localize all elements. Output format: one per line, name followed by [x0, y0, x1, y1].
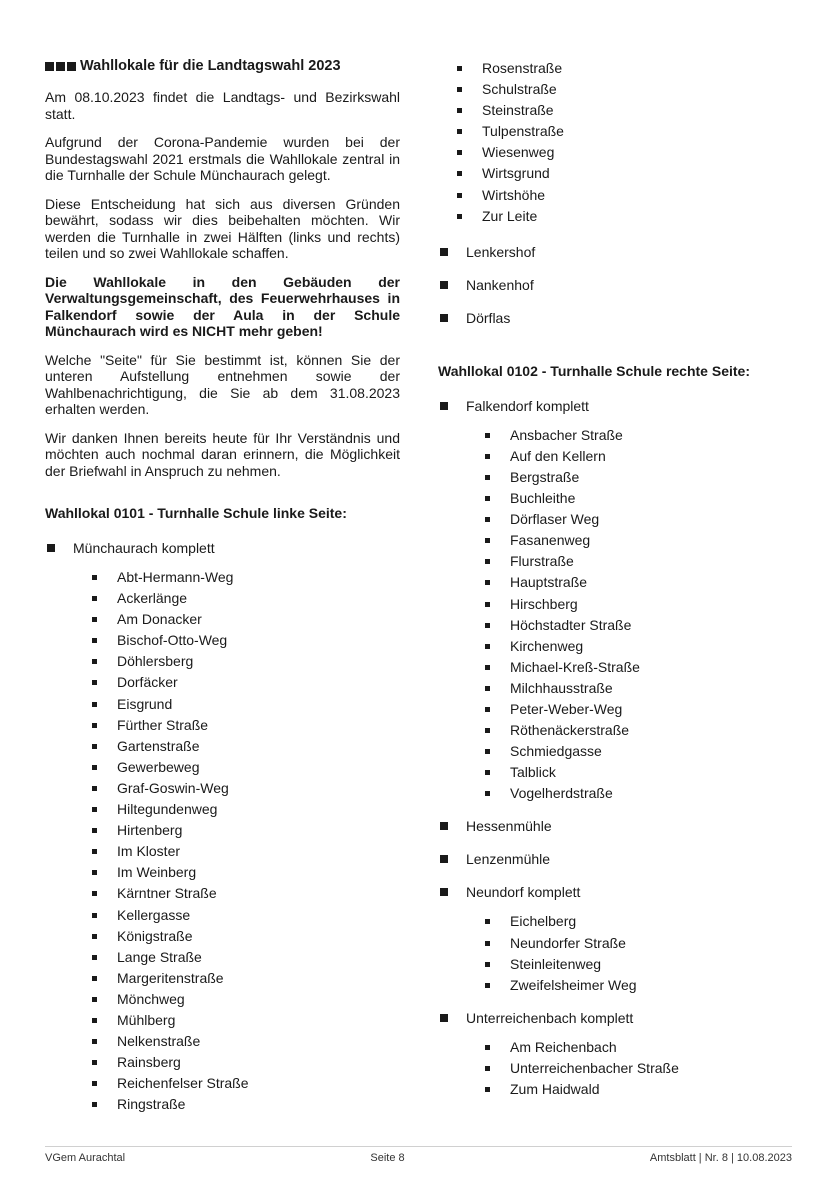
bullet-icon	[92, 828, 97, 833]
bullet-icon	[92, 765, 97, 770]
street-item	[73, 1094, 400, 1115]
wahllokal-0101-list	[45, 538, 400, 1115]
bullet-icon	[485, 623, 490, 628]
square-bullet-icon	[440, 855, 448, 863]
page-footer	[45, 1146, 792, 1164]
place-item	[438, 308, 798, 329]
street-name: Margeritenstraße	[117, 969, 224, 986]
bullet-icon	[485, 496, 490, 501]
bullet-icon	[92, 680, 97, 685]
street-name: Fürther Straße	[117, 716, 209, 733]
bullet-icon	[485, 728, 490, 733]
bullet-icon	[457, 108, 462, 113]
street-item	[73, 1052, 400, 1073]
street-item	[466, 911, 798, 932]
place-label: Münchaurach komplett	[73, 540, 215, 556]
square-bullet-icon	[440, 1014, 448, 1022]
street-name: Wiesenweg	[482, 144, 555, 161]
street-name: Graf-Goswin-Weg	[117, 779, 229, 796]
street-name: Gewerbeweg	[117, 758, 200, 775]
street-item	[466, 975, 798, 996]
place-label: Lenkershof	[466, 243, 536, 260]
street-item	[73, 736, 400, 757]
street-item	[73, 947, 400, 968]
bullet-icon	[485, 941, 490, 946]
place-label: Lenzenmühle	[466, 851, 551, 868]
street-item	[438, 100, 798, 121]
street-name: Wirtsgrund	[482, 165, 550, 182]
street-name: Im Weinberg	[117, 864, 197, 881]
street-item	[438, 142, 798, 163]
street-item	[73, 1010, 400, 1031]
street-item	[466, 1058, 798, 1079]
bullet-icon	[92, 659, 97, 664]
street-list	[73, 567, 400, 1115]
street-item	[73, 799, 400, 820]
square-bullet-icon	[440, 402, 448, 410]
place-item	[438, 816, 798, 837]
bullet-icon	[457, 171, 462, 176]
place-item	[45, 538, 400, 1115]
street-name: Kärntner Straße	[117, 885, 217, 902]
street-item	[73, 630, 400, 651]
right-column	[438, 58, 798, 1112]
street-name: Vogelherdstraße	[510, 785, 613, 802]
street-item	[73, 862, 400, 883]
street-name: Neundorfer Straße	[510, 934, 626, 951]
street-name: Zum Haidwald	[510, 1081, 600, 1097]
street-item	[73, 757, 400, 778]
street-item	[438, 185, 798, 206]
place-label: Hessenmühle	[466, 818, 552, 835]
street-item	[466, 783, 798, 804]
bullet-icon	[92, 617, 97, 622]
paragraph-notice: Die Wahllokale in den Gebäuden der Verwaltungsgemeinschaft, des Feuerwehrhauses in Falkendorf sowie der Aula in der Schule Münchaurach wird es NICHT mehr geben!	[45, 273, 400, 339]
bullet-icon	[92, 997, 97, 1002]
bullet-icon	[92, 870, 97, 875]
paragraph: Diese Entscheidung hat sich aus diversen Gründen bewährt, sodass wir dies beibehalten möchten. Wir werden die Turnhalle in zwei Hälften (links und rechts) teilen und so zwei Wahllokale schaffen.	[45, 195, 400, 261]
street-name: Rainsberg	[117, 1054, 181, 1071]
article-title: Wahllokale für die Landtagswahl 2023	[80, 58, 341, 74]
street-item	[466, 425, 798, 446]
street-list	[466, 425, 798, 805]
street-item	[73, 820, 400, 841]
bullet-icon	[485, 433, 490, 438]
square-bullet-icon	[440, 248, 448, 256]
street-name: Hirtenberg	[117, 822, 183, 839]
street-name: Hirschberg	[510, 595, 578, 612]
paragraph: Wir danken Ihnen bereits heute für Ihr Verständnis und möchten auch nochmal daran erinnern, die Möglichkeit der Briefwahl in Anspruch zu nehmen.	[45, 429, 400, 479]
bullet-icon	[92, 934, 97, 939]
street-name: Kellergasse	[117, 906, 191, 923]
street-item	[466, 1037, 798, 1058]
footer-page-number: Seite 8	[370, 1152, 405, 1164]
place-item	[438, 1008, 798, 1100]
street-item	[73, 778, 400, 799]
heading-squares-icon	[45, 62, 76, 71]
street-name: Eichelberg	[510, 913, 577, 930]
bullet-icon	[92, 723, 97, 728]
square-bullet-icon	[47, 544, 55, 552]
footer-right: Amtsblatt | Nr. 8 | 10.08.2023	[649, 1152, 792, 1164]
bullet-icon	[485, 665, 490, 670]
street-name: Hauptstraße	[510, 574, 588, 591]
bullet-icon	[92, 786, 97, 791]
bullet-icon	[485, 919, 490, 924]
paragraph: Welche "Seite" für Sie bestimmt ist, können Sie der unteren Aufstellung entnehmen sowie der Wahlbenachrichtigung, die Sie ab dem 31.08.2023 erhalten werden.	[45, 351, 400, 417]
street-item	[73, 588, 400, 609]
street-item	[466, 636, 798, 657]
street-list	[466, 911, 798, 995]
square-bullet-icon	[440, 281, 448, 289]
bullet-icon	[92, 976, 97, 981]
street-name: Rosenstraße	[482, 60, 563, 76]
street-name: Ansbacher Straße	[510, 426, 623, 443]
paragraph: Aufgrund der Corona-Pandemie wurden bei der Bundestagswahl 2021 erstmals die Wahllokale zentral in die Turnhalle der Schule Münchaurach gelegt.	[45, 134, 400, 183]
bullet-icon	[485, 1087, 490, 1092]
street-item	[438, 163, 798, 184]
square-bullet-icon	[440, 314, 448, 322]
street-item	[466, 762, 798, 783]
wahllokal-0102-title: Wahllokal 0102 - Turnhalle Schule rechte Seite:	[438, 362, 750, 379]
article-heading	[45, 58, 400, 74]
street-name: Gartenstraße	[117, 737, 200, 754]
street-name: Kirchenweg	[510, 637, 584, 654]
street-item	[466, 720, 798, 741]
wahllokal-0101-title: Wahllokal 0101 - Turnhalle Schule linke Seite:	[45, 505, 347, 521]
street-item	[466, 572, 798, 593]
street-name: Talblick	[510, 764, 556, 781]
street-item	[466, 551, 798, 572]
street-item	[466, 1079, 798, 1100]
bullet-icon	[485, 644, 490, 649]
bullet-icon	[485, 1066, 490, 1071]
street-item	[466, 741, 798, 762]
bullet-icon	[92, 955, 97, 960]
bullet-icon	[485, 707, 490, 712]
street-name: Reichenfelser Straße	[117, 1075, 249, 1092]
street-item	[466, 488, 798, 509]
paragraph: Am 08.10.2023 findet die Landtags- und Bezirkswahl statt.	[45, 89, 400, 122]
street-name: Am Donacker	[117, 611, 202, 628]
bullet-icon	[92, 575, 97, 580]
street-name: Dorfäcker	[117, 674, 178, 691]
street-item	[466, 615, 798, 636]
footer-left: VGem Aurachtal	[45, 1152, 126, 1164]
street-name: Döhlersberg	[117, 653, 194, 670]
bullet-icon	[92, 849, 97, 854]
bullet-icon	[485, 454, 490, 459]
street-item	[438, 58, 798, 79]
street-item	[73, 672, 400, 693]
bullet-icon	[485, 580, 490, 585]
street-name: Zweifelsheimer Weg	[510, 976, 637, 993]
street-item	[73, 715, 400, 736]
left-column	[45, 58, 400, 1127]
street-name: Peter-Weber-Weg	[510, 700, 623, 717]
street-name: Mönchweg	[117, 990, 185, 1007]
bullet-icon	[457, 150, 462, 155]
bullet-icon	[92, 1102, 97, 1107]
street-item	[73, 567, 400, 588]
bullet-icon	[92, 1060, 97, 1065]
street-item	[466, 678, 798, 699]
bullet-icon	[92, 702, 97, 707]
street-item	[466, 467, 798, 488]
street-name: Bergstraße	[510, 468, 580, 485]
place-item	[438, 242, 798, 263]
street-item	[73, 1031, 400, 1052]
street-name: Zur Leite	[482, 207, 538, 224]
street-name: Auf den Kellern	[510, 447, 606, 464]
square-bullet-icon	[440, 888, 448, 896]
square-bullet-icon	[440, 822, 448, 830]
bullet-icon	[92, 1039, 97, 1044]
bullet-icon	[457, 66, 462, 71]
place-item	[438, 396, 798, 805]
bullet-icon	[92, 891, 97, 896]
place-label: Falkendorf komplett	[466, 397, 589, 414]
street-item	[73, 609, 400, 630]
bullet-icon	[485, 538, 490, 543]
street-name: Schulstraße	[482, 81, 557, 98]
street-item	[73, 905, 400, 926]
street-name: Michael-Kreß-Straße	[510, 658, 640, 675]
street-name: Im Kloster	[117, 843, 181, 860]
bullet-icon	[485, 559, 490, 564]
street-name: Buchleithe	[510, 490, 576, 507]
street-name: Eisgrund	[117, 695, 173, 712]
street-item	[466, 933, 798, 954]
street-item	[466, 594, 798, 615]
bullet-icon	[485, 686, 490, 691]
bullet-icon	[485, 1045, 490, 1050]
bullet-icon	[457, 87, 462, 92]
street-name: Wirtshöhe	[482, 186, 546, 203]
street-item	[466, 657, 798, 678]
street-item	[438, 79, 798, 100]
bullet-icon	[92, 1018, 97, 1023]
street-name: Dörflaser Weg	[510, 511, 600, 528]
street-name: Lange Straße	[117, 948, 202, 965]
bullet-icon	[485, 475, 490, 480]
street-item	[73, 651, 400, 672]
street-name: Milchhausstraße	[510, 679, 613, 696]
bullet-icon	[485, 791, 490, 796]
place-label: Nankenhof	[466, 276, 534, 293]
street-name: Abt-Hermann-Weg	[117, 569, 234, 585]
street-name: Steinstraße	[482, 102, 554, 119]
street-name: Hiltegundenweg	[117, 801, 218, 818]
street-item	[73, 968, 400, 989]
bullet-icon	[92, 596, 97, 601]
street-name: Mühlberg	[117, 1011, 176, 1028]
bullet-icon	[457, 214, 462, 219]
bullet-icon	[92, 807, 97, 812]
street-name: Unterreichenbacher Straße	[510, 1059, 679, 1076]
street-item	[466, 509, 798, 530]
street-name: Röthenäckerstraße	[510, 722, 630, 739]
bullet-icon	[457, 129, 462, 134]
bullet-icon	[485, 517, 490, 522]
bullet-icon	[485, 602, 490, 607]
street-item	[73, 926, 400, 947]
street-item	[438, 206, 798, 227]
street-item	[73, 989, 400, 1010]
bullet-icon	[92, 1081, 97, 1086]
street-name: Tulpenstraße	[482, 123, 564, 140]
street-name: Steinleitenweg	[510, 955, 602, 972]
bullet-icon	[485, 770, 490, 775]
bullet-icon	[92, 913, 97, 918]
street-item	[466, 699, 798, 720]
street-item	[73, 694, 400, 715]
street-item	[466, 446, 798, 467]
street-item	[466, 954, 798, 975]
place-label: Neundorf komplett	[466, 884, 581, 901]
street-name: Ringstraße	[117, 1096, 186, 1113]
street-name: Flurstraße	[510, 553, 574, 570]
extra-places-list	[438, 242, 798, 329]
street-name: Am Reichenbach	[510, 1038, 617, 1055]
place-item	[438, 275, 798, 296]
street-item	[438, 121, 798, 142]
place-label: Unterreichenbach komplett	[466, 1009, 634, 1026]
street-name: Nelkenstraße	[117, 1033, 201, 1050]
street-name: Höchstadter Straße	[510, 616, 632, 633]
street-list	[466, 1037, 798, 1100]
street-name: Bischof-Otto-Weg	[117, 632, 228, 649]
street-name: Königstraße	[117, 927, 193, 944]
street-item	[466, 530, 798, 551]
place-item	[438, 849, 798, 870]
bullet-icon	[485, 962, 490, 967]
street-name: Schmiedgasse	[510, 743, 602, 760]
street-name: Ackerlänge	[117, 590, 188, 607]
bullet-icon	[92, 638, 97, 643]
place-label: Dörflas	[466, 309, 511, 326]
bullet-icon	[485, 983, 490, 988]
street-item	[73, 841, 400, 862]
place-item	[438, 882, 798, 995]
bullet-icon	[485, 749, 490, 754]
street-list-continued	[438, 58, 798, 227]
bullet-icon	[92, 744, 97, 749]
wahllokal-0102-list	[438, 396, 798, 1100]
street-name: Fasanenweg	[510, 532, 591, 549]
street-item	[73, 883, 400, 904]
bullet-icon	[457, 193, 462, 198]
street-item	[73, 1073, 400, 1094]
